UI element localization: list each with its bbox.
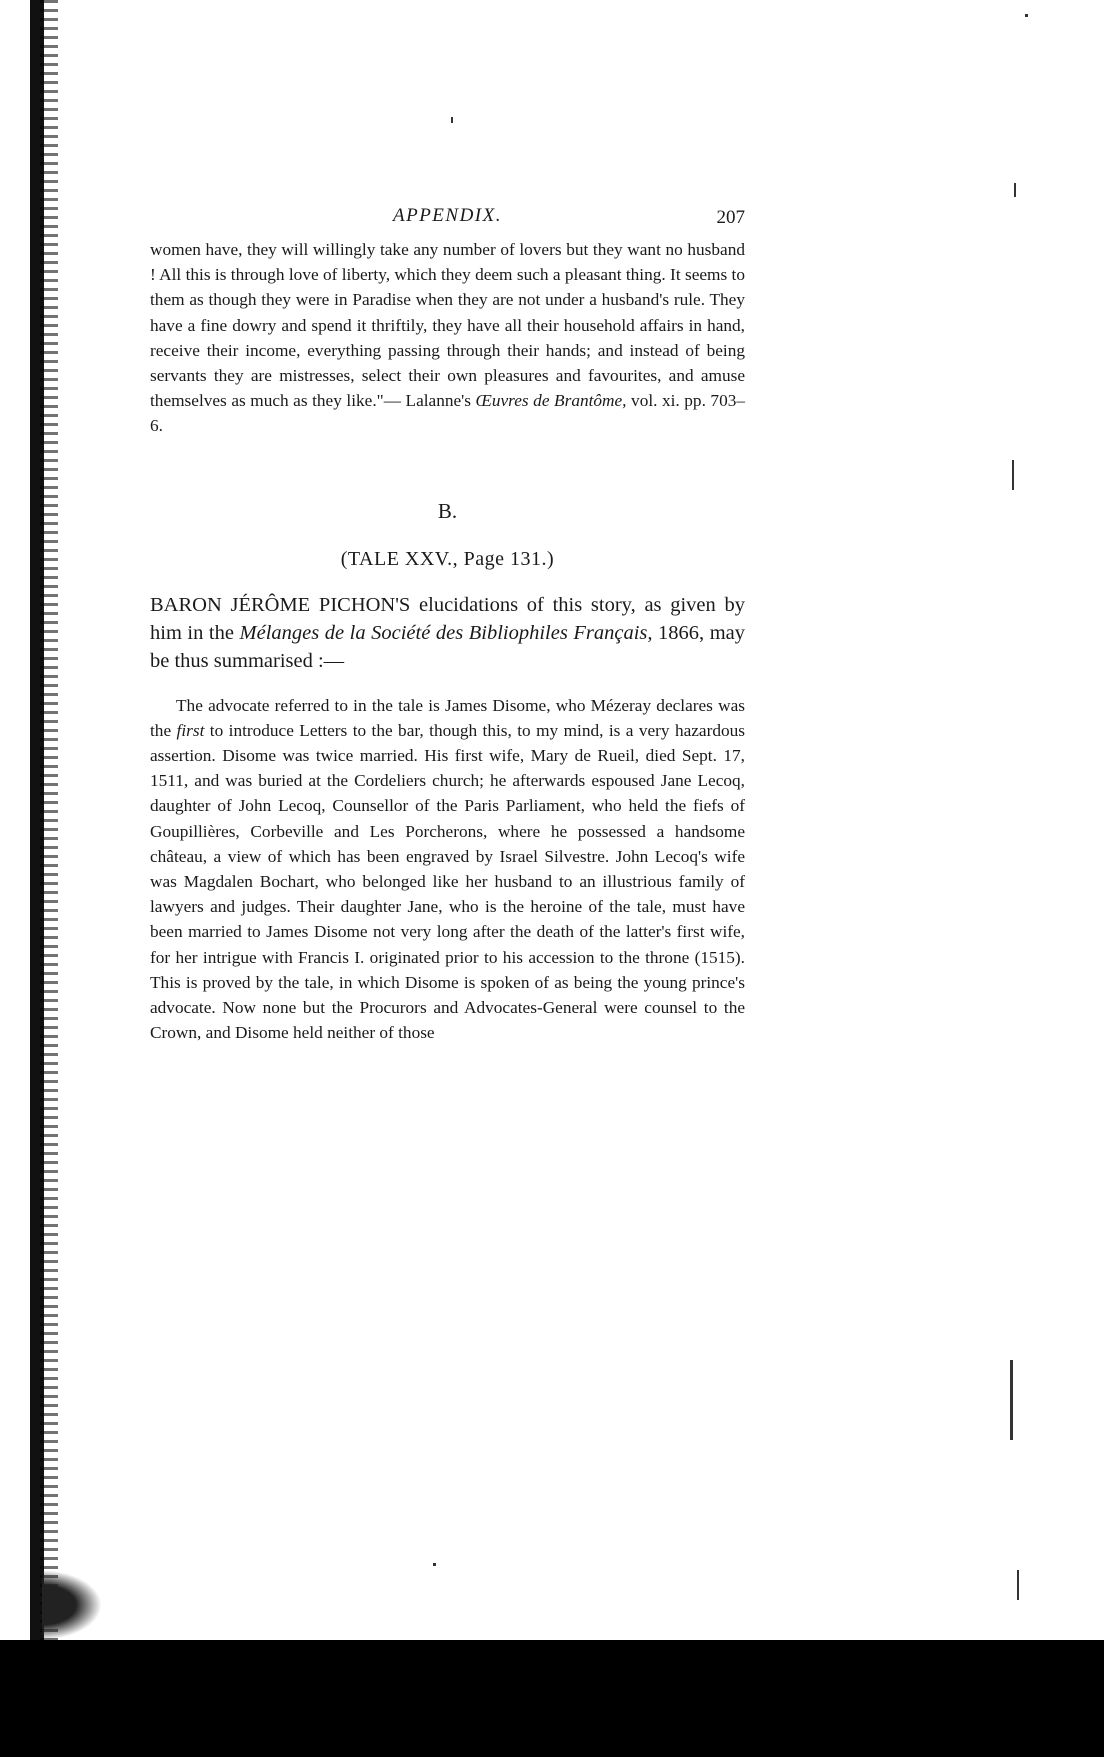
citation-text: vol. xi. pp. 703–6.: [150, 391, 745, 436]
book-page: [150, 205, 745, 1045]
italic-title: Œuvres de Brantôme,: [475, 391, 627, 411]
continued-text: women have, they will willingly take any number of lovers but they want no husband ! All this is through love of liberty, which they deem such a pleasant thing. It seems to them as though they were in Paradise when they are not under a husband's rule. They have a fine dowry and spend it thriftily, they have all their household affairs in hand, receive their income, everything passing through their hands; and instead of being servants they are mistresses, select their own pleasures and favourites, and amuse themselves as much as they like."— Lalanne's: [150, 240, 745, 411]
scan-border: [0, 1640, 1104, 1757]
running-title: APPENDIX.: [392, 205, 502, 226]
intro-paragraph: [150, 591, 745, 675]
body-text: The advocate referred to in the tale is James Disome, who Mézeray declares was the: [150, 695, 745, 740]
page-number: 207: [716, 207, 745, 228]
running-head: [150, 205, 745, 237]
binding-edge: [30, 0, 44, 1640]
continued-paragraph: [150, 237, 745, 439]
body-paragraph: [150, 693, 745, 1046]
body-text-end: to introduce Letters to the bar, though this, to my mind, is a very hazardous assertion. Disome was twice married. His first wife, Mary de Rueil, died Sept. 17, 1511, and was buried at the Cordeliers church; he afterwards espoused Jane Lecoq, daughter of John Lecoq, Counsellor of the Paris Parliament, who held the fiefs of Goupillières, Corbeville and Les Porcherons, where he possessed a handsome château, a view of which has been engraved by Israel Silvestre. John Lecoq's wife was Magdalen Bochart, who belonged like her husband to an illustrious family of lawyers and judges. Their daughter Jane, who is the heroine of the tale, must have been married to James Disome not very long after the death of the latter's first wife, for her intrigue with Francis I. originated prior to his accession to the throne (1515). This is proved by the tale, in which Disome is spoken of as being the young prince's advocate. Now none but the Procurors and Advocates-General were counsel to the Crown, and Disome held neither of those: [150, 720, 746, 1043]
section-heading: B.: [437, 498, 458, 523]
tale-reference: (TALE XXV., Page 131.): [340, 547, 555, 570]
intro-italic: Mélanges de la Société des Bibliophiles Français,: [239, 621, 653, 644]
intro-text-end: 1866, may be thus summarised :—: [150, 621, 746, 672]
intro-text: BARON JÉRÔME PICHON'S elucidations of this story, as given by him in the: [150, 593, 745, 644]
binding-shadow: [42, 1570, 102, 1640]
body-italic: first: [176, 720, 205, 740]
